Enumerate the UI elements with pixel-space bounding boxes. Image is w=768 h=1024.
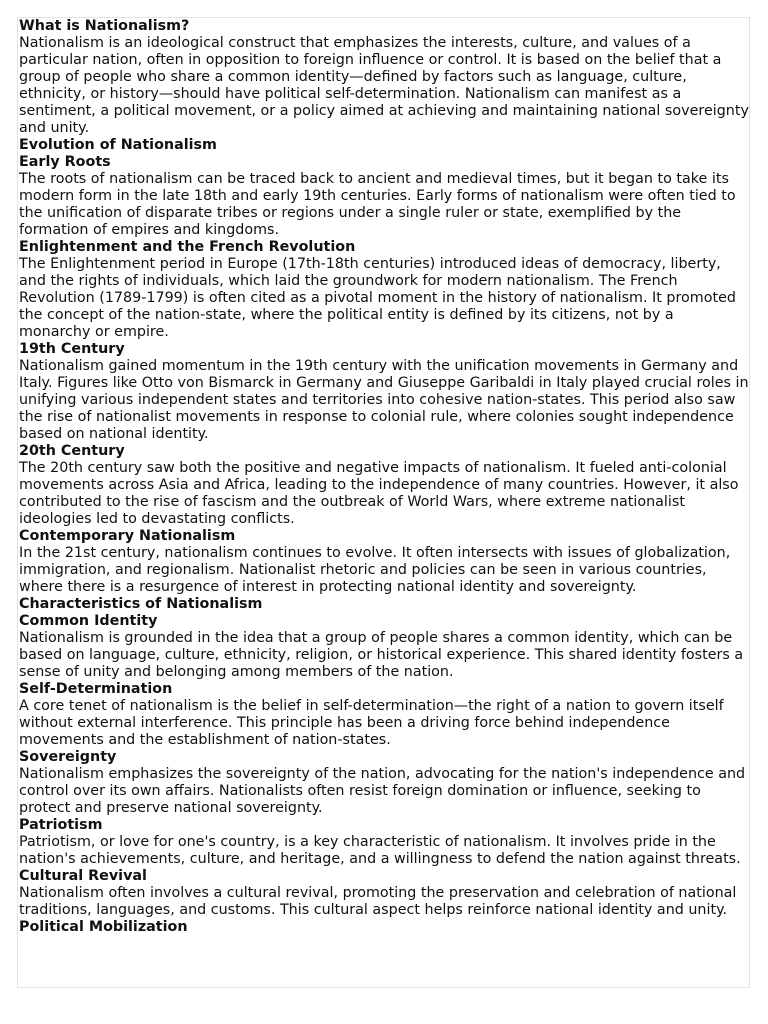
subheading-cultural-revival: Cultural Revival <box>19 868 147 884</box>
page-title: What is Nationalism? <box>19 18 190 34</box>
document-page <box>17 17 750 988</box>
paragraph-early-roots: The roots of nationalism can be traced back to ancient and medieval times, but it began to take its modern form in the late 18th and early 19th centuries. Early forms of nationalism were often tied to the unification of disparate tribes or regions under a single ruler or state, exemplified by the formation of empires and kingdoms. <box>19 171 736 238</box>
paragraph-self-determination: A core tenet of nationalism is the belief in self-determination—the right of a nation to govern itself without external interference. This principle has been a driving force behind independence movements and the establishment of nation-states. <box>19 698 724 748</box>
paragraph-cultural-revival: Nationalism often involves a cultural revival, promoting the preservation and celebration of national traditions, languages, and customs. This cultural aspect helps reinforce national identity and unity. <box>19 885 737 918</box>
subheading-self-determination: Self-Determination <box>19 681 173 697</box>
subheading-political-mobilization: Political Mobilization <box>19 919 188 935</box>
subheading-patriotism: Patriotism <box>19 817 103 833</box>
paragraph-sovereignty: Nationalism emphasizes the sovereignty of the nation, advocating for the nation's independence and control over its own affairs. Nationalists often resist foreign domination or influence, seeking to protect and preserve national sovereignty. <box>19 766 746 816</box>
subheading-sovereignty: Sovereignty <box>19 749 117 765</box>
subheading-20th-century: 20th Century <box>19 443 125 459</box>
subheading-19th-century: 19th Century <box>19 341 125 357</box>
subheading-contemporary: Contemporary Nationalism <box>19 528 236 544</box>
paragraph-patriotism: Patriotism, or love for one's country, is a key characteristic of nationalism. It involves pride in the nation's achievements, culture, and heritage, and a willingness to defend the nation against threats. <box>19 834 741 867</box>
section-heading-evolution: Evolution of Nationalism <box>19 137 217 153</box>
paragraph-enlightenment: The Enlightenment period in Europe (17th-18th centuries) introduced ideas of democracy, liberty, and the rights of individuals, which laid the groundwork for modern nationalism. The French Revolution (1789-1799) is often cited as a pivotal moment in the history of nationalism. It promoted the concept of the nation-state, where the political entity is defined by its citizens, not by a monarchy or empire. <box>19 256 736 340</box>
subheading-early-roots: Early Roots <box>19 154 111 170</box>
paragraph-common-identity: Nationalism is grounded in the idea that a group of people shares a common identity, which can be based on language, culture, ethnicity, religion, or historical experience. This shared identity fosters a sense of unity and belonging among members of the nation. <box>19 630 744 680</box>
subheading-enlightenment: Enlightenment and the French Revolution <box>19 239 356 255</box>
intro-paragraph: Nationalism is an ideological construct that emphasizes the interests, culture, and values of a particular nation, often in opposition to foreign influence or control. It is based on the belief that a group of people who share a common identity—defined by factors such as language, culture, ethnicity, or history—should have political self-determination. Nationalism can manifest as a sentiment, a political movement, or a policy aimed at achieving and maintaining national sovereignty and unity. <box>19 35 749 136</box>
subheading-common-identity: Common Identity <box>19 613 158 629</box>
section-heading-characteristics: Characteristics of Nationalism <box>19 596 263 612</box>
paragraph-19th-century: Nationalism gained momentum in the 19th century with the unification movements in Germany and Italy. Figures like Otto von Bismarck in Germany and Giuseppe Garibaldi in Italy played crucial roles in unifying various independent states and territories into cohesive nation-states. This period also saw the rise of nationalist movements in response to colonial rule, where colonies sought independence based on national identity. <box>19 358 749 442</box>
paragraph-20th-century: The 20th century saw both the positive and negative impacts of nationalism. It fueled anti-colonial movements across Asia and Africa, leading to the independence of many countries. However, it also contributed to the rise of fascism and the outbreak of World Wars, where extreme nationalist ideologies led to devastating conflicts. <box>19 460 739 527</box>
paragraph-contemporary: In the 21st century, nationalism continues to evolve. It often intersects with issues of globalization, immigration, and regionalism. Nationalist rhetoric and policies can be seen in various countries, where there is a resurgence of interest in protecting national identity and sovereignty. <box>19 545 731 595</box>
